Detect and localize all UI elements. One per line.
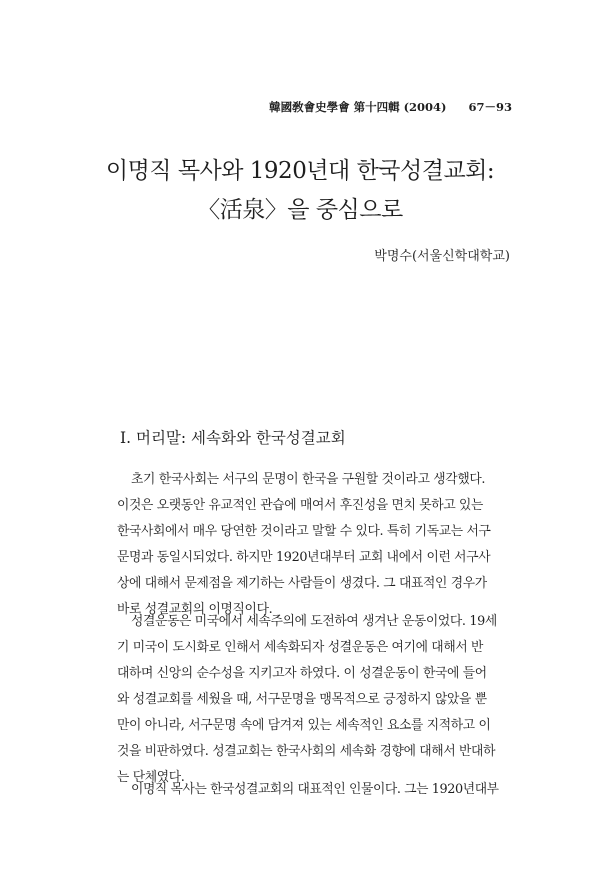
section-heading: I. 머리말: 세속화와 한국성결교회 [120, 429, 346, 447]
text-line: 한국사회에서 매우 당연한 것이라고 말할 수 있다. 특히 기독교는 서구 [117, 524, 491, 539]
running-header [269, 99, 512, 115]
text-line: 상에 대해서 문제점을 제기하는 사람들이 생겼다. 그 대표적인 경우가 [117, 576, 487, 591]
text-line: 와 성결교회를 세웠을 때, 서구문명을 맹목적으로 긍정하지 않았을 뿐 [117, 692, 487, 707]
article-title-line-2: 〈活泉〉을 중심으로 [197, 197, 403, 223]
text-line: 성결운동은 미국에서 세속주의에 도전하여 생겨난 운동이었다. 19세 [131, 614, 497, 629]
text-line: 문명과 동일시되었다. 하지만 1920년대부터 교회 내에서 이런 서구사 [117, 550, 491, 565]
text-line: 것을 비판하였다. 성결교회는 한국사회의 세속화 경향에 대해서 반대하 [117, 744, 496, 759]
text-line: 만이 아니라, 서구문명 속에 담겨져 있는 세속적인 요소를 지적하고 이 [117, 718, 491, 733]
text-line: 대하며 신앙의 순수성을 지키고자 하였다. 이 성결운동이 한국에 들어 [117, 666, 487, 681]
page-range: 67－93 [468, 100, 512, 114]
journal-name: 韓國敎會史學會 第十四輯 (2004) [269, 100, 447, 114]
text-line: 바로 성결교회의 이명직이다. [117, 602, 273, 617]
text-line: 초기 한국사회는 서구의 문명이 한국을 구원할 것이라고 생각했다. [131, 472, 486, 487]
text-line: 이것은 오랫동안 유교적인 관습에 매여서 후진성을 면치 못하고 있는 [117, 498, 484, 513]
article-title-line-1: 이명직 목사와 1920년대 한국성결교회: [105, 158, 495, 184]
text-line: 는 단체였다. [117, 770, 185, 785]
text-line: 기 미국이 도시화로 인해서 세속화되자 성결운동은 여기에 대해서 반 [117, 640, 484, 655]
text-line: 이명직 목사는 한국성결교회의 대표적인 인물이다. 그는 1920년대부 [131, 782, 499, 797]
author-affiliation: 박명수(서울신학대학교) [374, 249, 510, 264]
